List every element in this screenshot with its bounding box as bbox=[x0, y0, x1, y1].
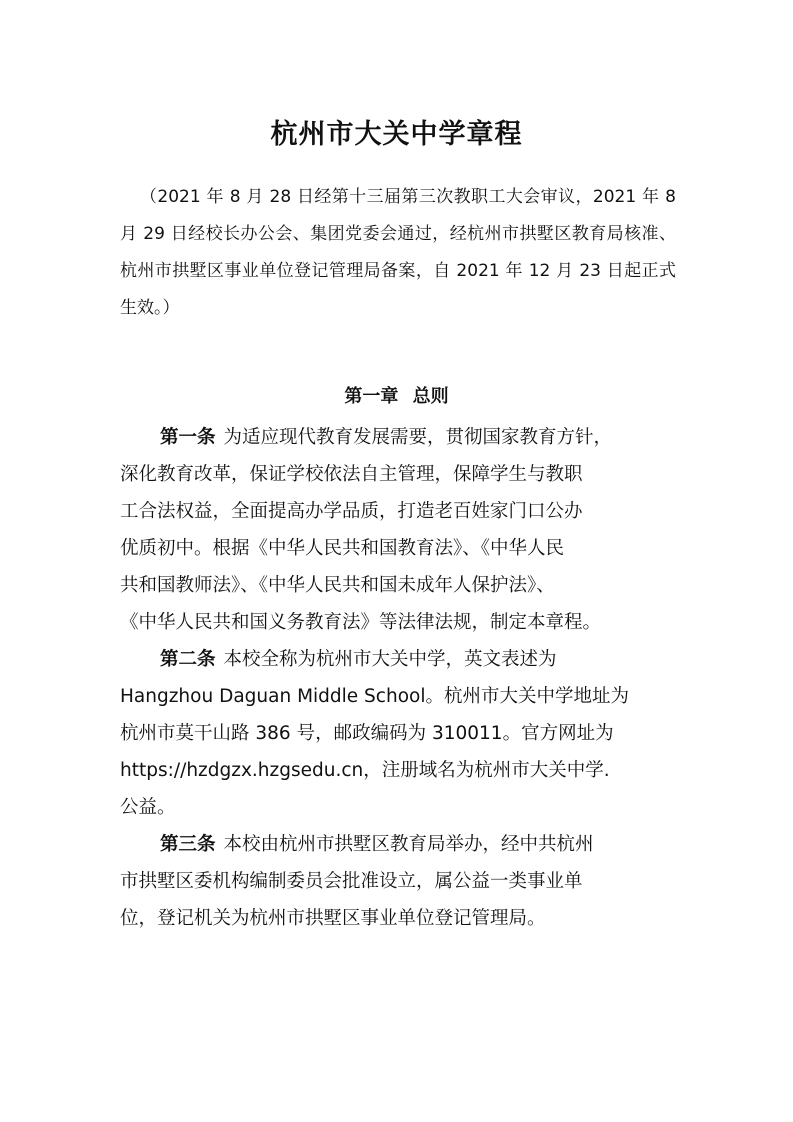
article-label: 第二条 bbox=[160, 649, 216, 670]
article-line: 深化教育改革，保证学校依法自主管理，保障学生与教职 bbox=[120, 464, 583, 485]
article-line bbox=[120, 419, 676, 456]
article-line: 公益。 bbox=[120, 797, 176, 818]
article-line: 优质初中。根据《中华人民共和国教育法》、《中华人民 bbox=[120, 538, 565, 559]
article-line bbox=[120, 826, 676, 863]
document-title: 杭州市大关中学章程 bbox=[270, 119, 523, 150]
article-line: 杭州市莫干山路 386 号，邮政编码为 310011。官方网址为 bbox=[120, 723, 614, 744]
article-label: 第三条 bbox=[160, 834, 216, 855]
article-line: 位，登记机关为杭州市拱墅区事业单位登记管理局。 bbox=[120, 908, 546, 929]
article-2 bbox=[120, 641, 676, 826]
article-label: 第一条 bbox=[160, 427, 216, 448]
article-1 bbox=[120, 419, 676, 641]
article-line: 市拱墅区委机构编制委员会批准设立，属公益一类事业单 bbox=[120, 871, 583, 892]
article-3 bbox=[120, 826, 676, 937]
article-line: Hangzhou Daguan Middle School。杭州市大关中学地址为 bbox=[120, 686, 629, 707]
chapter-name: 总则 bbox=[412, 386, 449, 407]
article-line bbox=[120, 641, 676, 678]
article-line: 《中华人民共和国义务教育法》等法律法规，制定本章程。 bbox=[120, 612, 602, 633]
chapter-heading bbox=[0, 382, 793, 408]
article-text: 本校由杭州市拱墅区教育局举办，经中共杭州 bbox=[223, 834, 594, 855]
article-text: 本校全称为杭州市大关中学，英文表述为 bbox=[223, 649, 557, 670]
article-line: https://hzdgzx.hzgsedu.cn，注册域名为杭州市大关中学. bbox=[120, 760, 610, 781]
article-text: 为适应现代教育发展需要，贯彻国家教育方针， bbox=[223, 427, 613, 448]
article-line: 共和国教师法》、《中华人民共和国未成年人保护法》、 bbox=[120, 575, 555, 596]
article-line: 工合法权益，全面提高办学品质，打造老百姓家门口公办 bbox=[120, 501, 583, 522]
chapter-number: 第一章 bbox=[344, 386, 399, 407]
approval-note: （2021 年 8 月 28 日经第十三届第三次教职工大会审议，2021 年 8 月 29 日经校长办公会、集团党委会通过，经杭州市拱墅区教育局核准、杭州市拱墅区事业单位登记管理局备案，自 2021 年 12 月 23 日起正式生效。） bbox=[120, 187, 676, 318]
